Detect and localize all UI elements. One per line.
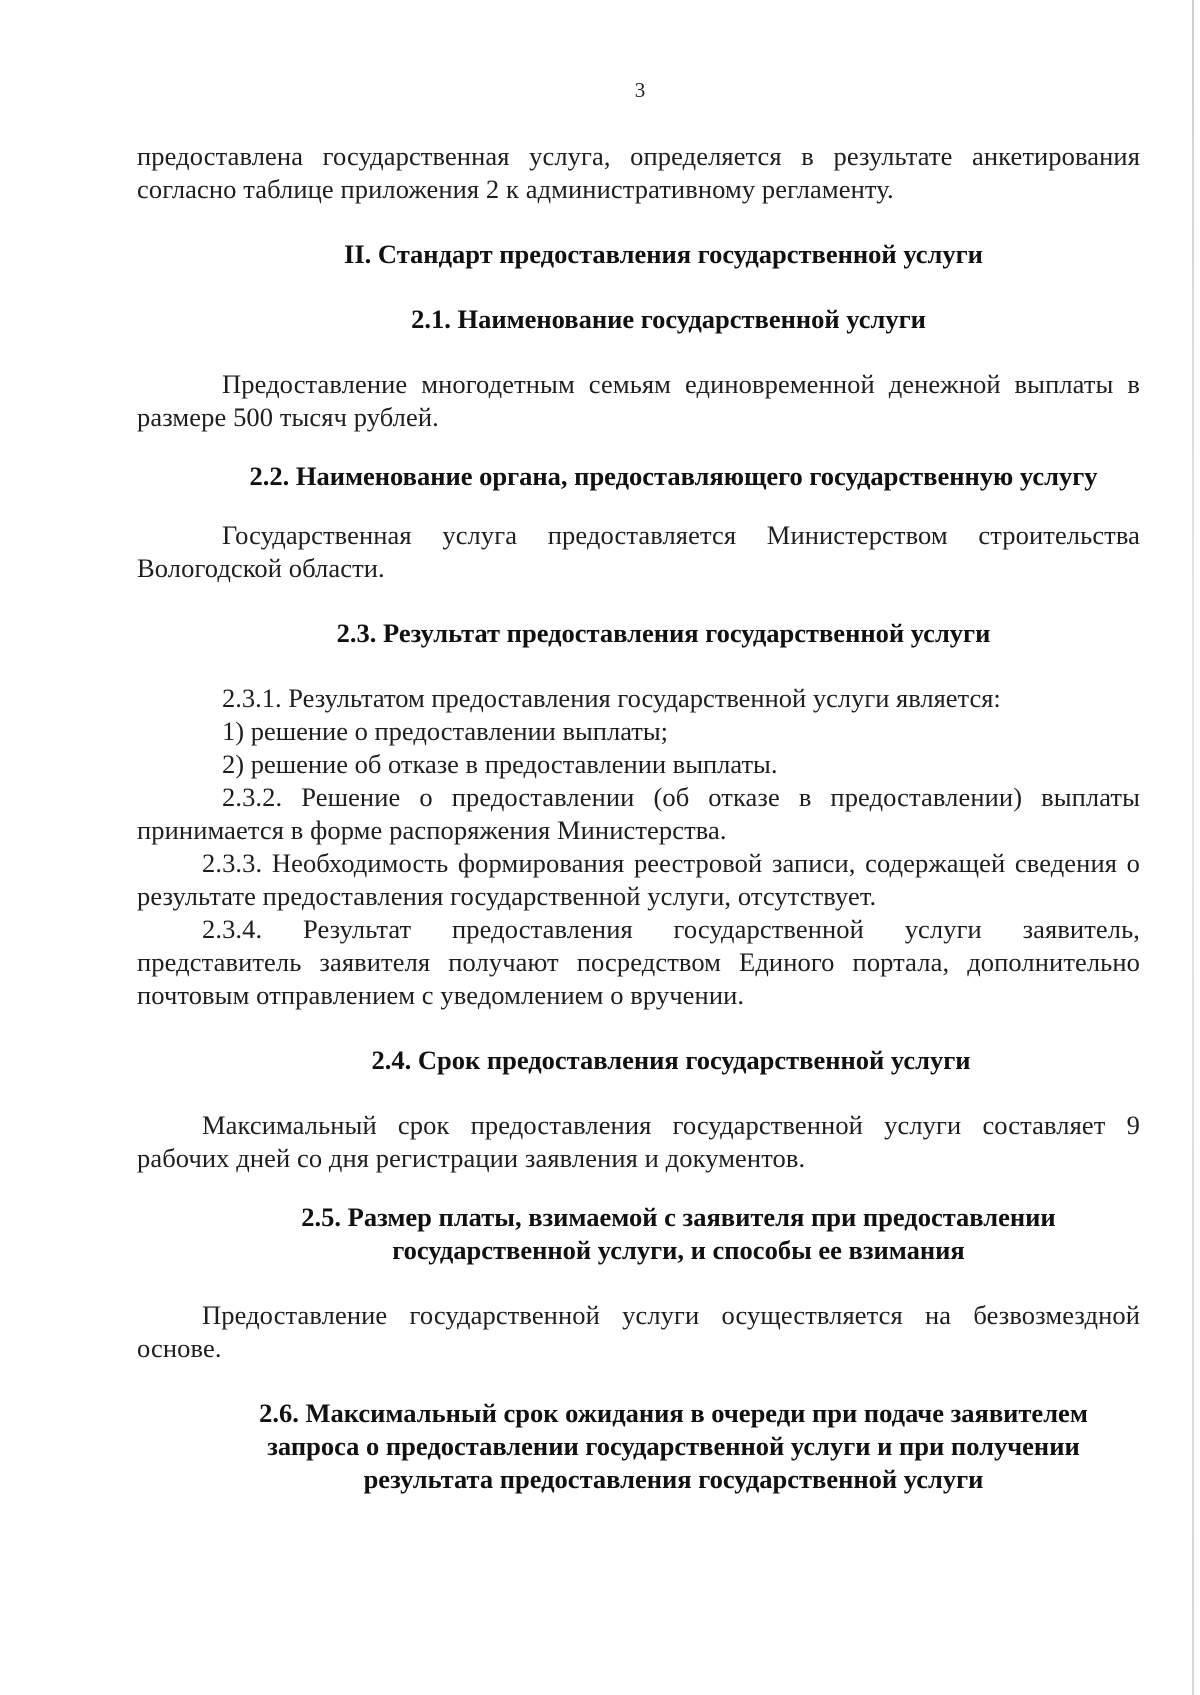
paragraph-2-2: Государственная услуга предоставляется Министерством строительства Вологодской области.	[137, 520, 1140, 583]
intro-paragraph: предоставлена государственная услуга, определяется в результате анкетирования согласно таблице приложения 2 к административному регламенту.	[137, 141, 1140, 204]
heading-2-6-line-3: результата предоставления государственной услуги	[363, 1464, 984, 1494]
heading-2-4: 2.4. Срок предоставления государственной услуги	[371, 1045, 971, 1075]
paragraph-2-3-3: 2.3.3. Необходимость формирования реестровой записи, содержащей сведения о результате предоставления государственной услуги, отсутствует.	[137, 848, 1140, 911]
paragraph-2-3-2: 2.3.2. Решение о предоставлении (об отказе в предоставлении) выплаты принимается в форме распоряжения Министерства.	[137, 782, 1140, 845]
section-title: II. Стандарт предоставления государственной услуги	[344, 239, 983, 269]
page-number: 3	[634, 78, 646, 102]
heading-2-6-line-1: 2.6. Максимальный срок ожидания в очереди при подаче заявителем	[259, 1398, 1088, 1428]
heading-2-3: 2.3. Результат предоставления государственной услуги	[336, 618, 991, 648]
scan-edge	[1192, 0, 1194, 1695]
paragraph-2-3-4: 2.3.4. Результат предоставления государственной услуги заявитель, представитель заявителя получают посредством Единого портала, дополнительно почтовым отправлением с уведомлением о вручении.	[137, 914, 1140, 1010]
heading-2-6-line-2: запроса о предоставлении государственной услуги и при получении	[267, 1431, 1080, 1461]
list-item-1: 1) решение о предоставлении выплаты;	[222, 716, 669, 746]
list-item-2: 2) решение об отказе в предоставлении выплаты.	[222, 749, 778, 779]
paragraph-2-1: Предоставление многодетным семьям единовременной денежной выплаты в размере 500 тысяч рублей.	[137, 369, 1140, 432]
paragraph-2-3-1: 2.3.1. Результатом предоставления государственной услуги является:	[222, 683, 1001, 713]
paragraph-2-5: Предоставление государственной услуги осуществляется на безвозмездной основе.	[137, 1300, 1140, 1363]
paragraph-2-4: Максимальный срок предоставления государственной услуги составляет 9 рабочих дней со дня регистрации заявления и документов.	[137, 1110, 1140, 1173]
heading-2-5-line-1: 2.5. Размер платы, взимаемой с заявителя при предоставлении	[301, 1202, 1056, 1232]
heading-2-5-line-2: государственной услуги, и способы ее взимания	[392, 1235, 965, 1265]
heading-2-1: 2.1. Наименование государственной услуги	[411, 304, 926, 334]
heading-2-2: 2.2. Наименование органа, предоставляющего государственную услугу	[249, 461, 1098, 491]
document-body	[137, 140, 1140, 1496]
